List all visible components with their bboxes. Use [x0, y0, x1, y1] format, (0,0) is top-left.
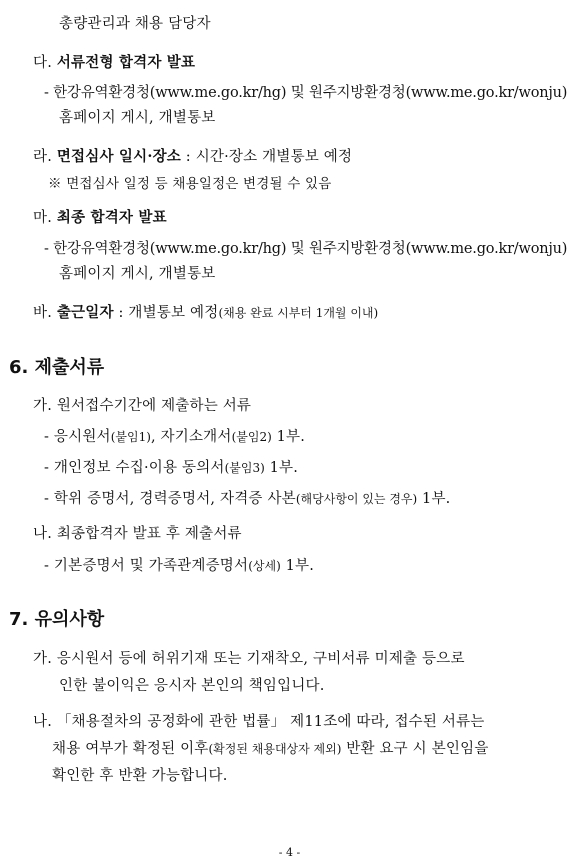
item-ba-detail: : 개별통보 예정 [113, 305, 219, 321]
item-text: - 기본증명서 및 가족관계증명서 [44, 558, 249, 574]
item-da-marker: 다. [33, 55, 53, 71]
item-attachment-ref: (붙임1) [110, 430, 151, 444]
item-quantity: 1부. [271, 429, 306, 445]
item-text: - 응시원서 [44, 429, 111, 445]
section-6-na: 나. 최종합격자 발표 후 제출서류 [33, 526, 242, 542]
item-ba-title: 출근일자 [56, 304, 114, 321]
item-ma-bullet-line1: - 한강유역환경청(www.me.go.kr/hg) 및 원주지방환경청(www.me.go.kr/wonju) [44, 241, 568, 257]
item-da-heading [33, 53, 195, 73]
item-detail-note: (상세) [248, 559, 281, 573]
item-ma-bullet-line2: 홈페이지 게시, 개별통보 [59, 266, 216, 282]
item-ma-heading [33, 208, 167, 228]
section-7-ga-line1: 가. 응시원서 등에 허위기재 또는 기재착오, 구비서류 미제출 등으로 [33, 651, 465, 667]
section-7-title: 7. 유의사항 [9, 609, 105, 630]
item-attachment-ref: (붙임2) [231, 430, 272, 444]
section-6-item-3 [44, 489, 450, 509]
item-ra-marker: 라. [33, 149, 53, 165]
item-ba-heading [33, 303, 378, 323]
item-text: , 자기소개서 [150, 429, 232, 445]
item-ra-note: ※ 면접심사 일정 등 채용일정은 변경될 수 있음 [48, 176, 332, 192]
item-text: - 학위 증명서, 경력증명서, 자격증 사본 [44, 491, 296, 507]
section-7-na-line2 [52, 739, 489, 759]
page-number: - 4 - [278, 846, 301, 859]
item-ba-marker: 바. [33, 305, 53, 321]
item-ba-detail-note: (채용 완료 시부터 1개월 이내) [218, 306, 379, 320]
section-6-item-2 [44, 458, 298, 478]
section-7-na-line3: 확인한 후 반환 가능합니다. [52, 768, 228, 784]
note-text: 반환 요구 시 본인임을 [341, 741, 489, 757]
contact-line: 총량관리과 채용 담당자 [59, 16, 211, 32]
item-quantity: 1부. [264, 460, 299, 476]
item-quantity: 1부. [280, 558, 315, 574]
section-7-na-line1: 나. 「채용절차의 공정화에 관한 법률」 제11조에 따라, 접수된 서류는 [33, 714, 485, 730]
section-6-item-4 [44, 556, 314, 576]
item-da-bullet-line1: - 한강유역환경청(www.me.go.kr/hg) 및 원주지방환경청(www.me.go.kr/wonju) [44, 85, 568, 101]
item-condition: (해당사항이 있는 경우) [295, 492, 418, 506]
note-text: 채용 여부가 확정된 이후 [52, 741, 209, 757]
item-ma-title: 최종 합격자 발표 [56, 209, 167, 226]
item-ra-heading [33, 147, 352, 167]
section-6-ga: 가. 원서접수기간에 제출하는 서류 [33, 398, 252, 414]
item-attachment-ref: (붙임3) [224, 461, 265, 475]
section-6-title: 6. 제출서류 [9, 357, 105, 378]
section-7-ga-line2: 인한 불이익은 응시자 본인의 책임입니다. [59, 678, 325, 694]
note-exception: (확정된 채용대상자 제외) [208, 742, 342, 756]
item-da-bullet-line2: 홈페이지 게시, 개별통보 [59, 110, 216, 126]
section-6-item-1 [44, 427, 305, 447]
item-ma-marker: 마. [33, 210, 53, 226]
item-da-title: 서류전형 합격자 발표 [56, 54, 196, 71]
item-quantity: 1부. [417, 491, 451, 507]
item-ra-title: 면접심사 일시·장소 [56, 148, 181, 165]
item-text: - 개인정보 수집·이용 동의서 [44, 460, 225, 476]
item-ra-detail: : 시간·장소 개별통보 예정 [181, 149, 353, 165]
